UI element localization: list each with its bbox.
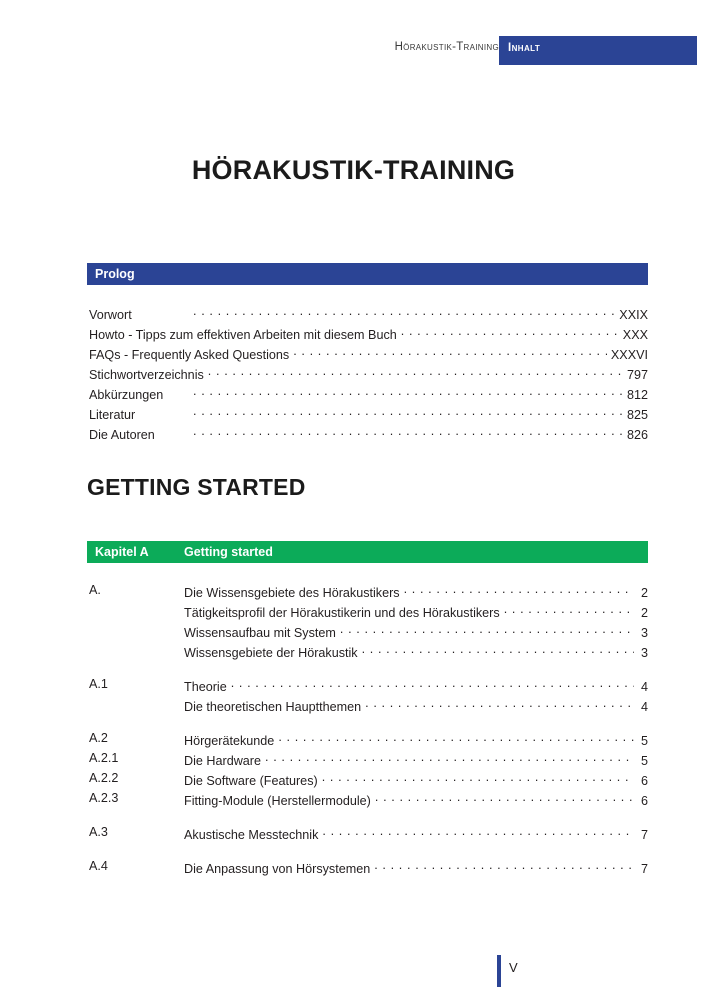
toc-dot-leader — [293, 345, 607, 359]
chapter-heading: GETTING STARTED — [87, 474, 306, 500]
toc-dot-leader — [404, 583, 634, 597]
toc-entry-label: Die Wissensgebiete des Hörakustikers — [184, 586, 400, 600]
toc-dot-leader — [193, 405, 623, 419]
toc-entry-label: Literatur — [89, 408, 136, 422]
toc-entry-label: Tätigkeitsprofil der Hörakustikerin und des Hörakustikers — [184, 606, 500, 620]
toc-dot-leader — [193, 425, 623, 439]
toc-entry-number: A.1 — [89, 677, 108, 691]
toc-group-spacer — [87, 715, 648, 729]
toc-entry-page-number: 6 — [640, 774, 648, 788]
toc-row[interactable] — [87, 303, 648, 323]
toc-row[interactable] — [87, 403, 648, 423]
toc-entry-label: Die Autoren — [89, 428, 155, 442]
toc-entry-page-number: 7 — [640, 862, 648, 876]
toc-dot-leader — [322, 771, 634, 785]
toc-entry-body — [89, 405, 648, 422]
toc-entry-page-number: XXXVI — [610, 348, 648, 362]
chapter-a-bar-chapter-label: Kapitel A — [95, 545, 149, 559]
toc-entry-body — [184, 731, 648, 748]
prolog-section-bar — [87, 263, 648, 285]
toc-dot-leader — [208, 365, 623, 379]
toc-entry-page-number: 5 — [640, 734, 648, 748]
chapter-a-toc-list — [87, 581, 648, 877]
prolog-toc-list — [87, 303, 648, 443]
toc-entry-number: A.2.2 — [89, 771, 119, 785]
toc-entry-body — [184, 771, 648, 788]
toc-dot-leader — [340, 623, 634, 637]
toc-entry-body — [184, 623, 648, 640]
toc-entry-page-number: 2 — [640, 606, 648, 620]
toc-entry-page-number: 4 — [640, 680, 648, 694]
chapter-a-bar-title: Getting started — [184, 545, 273, 559]
toc-row[interactable] — [87, 601, 648, 621]
toc-entry-label: Wissensgebiete der Hörakustik — [184, 646, 358, 660]
toc-entry-page-number: XXIX — [619, 308, 648, 322]
toc-entry-number: A.2.1 — [89, 751, 119, 765]
toc-dot-leader — [193, 305, 615, 319]
toc-entry-body — [184, 859, 648, 876]
toc-entry-number: A.2 — [89, 731, 108, 745]
toc-entry-page-number: 4 — [640, 700, 648, 714]
toc-row[interactable] — [87, 729, 648, 749]
running-header-section-label: Inhalt — [508, 42, 541, 54]
toc-entry-page-number: 6 — [640, 794, 648, 808]
toc-dot-leader — [322, 825, 634, 839]
toc-group-spacer — [87, 661, 648, 675]
toc-entry-page-number: XXX — [622, 328, 648, 342]
toc-entry-body — [89, 425, 648, 442]
toc-entry-body — [184, 643, 648, 660]
toc-entry-label: Fitting-Module (Herstellermodule) — [184, 794, 371, 808]
toc-entry-label: Vorwort — [89, 308, 132, 322]
toc-entry-page-number: 3 — [640, 646, 648, 660]
footer-rule — [497, 955, 501, 987]
toc-entry-label: Abkürzungen — [89, 388, 164, 402]
toc-entry-body — [184, 697, 648, 714]
toc-entry-page-number: 812 — [626, 388, 648, 402]
toc-row[interactable] — [87, 675, 648, 695]
toc-entry-number: A.4 — [89, 859, 108, 873]
chapter-a-section-bar — [87, 541, 648, 563]
toc-entry-number: A.2.3 — [89, 791, 119, 805]
toc-row[interactable] — [87, 423, 648, 443]
toc-row[interactable] — [87, 695, 648, 715]
toc-entry-label: Die theoretischen Hauptthemen — [184, 700, 362, 714]
toc-entry-page-number: 2 — [640, 586, 648, 600]
toc-row[interactable] — [87, 323, 648, 343]
toc-entry-body — [89, 365, 648, 382]
toc-entry-body — [184, 677, 648, 694]
toc-entry-page-number: 5 — [640, 754, 648, 768]
toc-entry-label: Howto - Tipps zum effektiven Arbeiten mit diesem Buch — [89, 328, 397, 342]
toc-row[interactable] — [87, 621, 648, 641]
toc-entry-page-number: 825 — [626, 408, 648, 422]
page-title: HÖRAKUSTIK-TRAINING — [191, 155, 516, 185]
toc-entry-page-number: 7 — [640, 828, 648, 842]
toc-entry-label: Hörgerätekunde — [184, 734, 275, 748]
toc-dot-leader — [265, 751, 634, 765]
toc-row[interactable] — [87, 581, 648, 601]
prolog-section-bar-label: Prolog — [95, 267, 135, 281]
toc-entry-label: Die Anpassung von Hörsystemen — [184, 862, 371, 876]
toc-dot-leader — [375, 791, 634, 805]
toc-row[interactable] — [87, 789, 648, 809]
toc-row[interactable] — [87, 749, 648, 769]
toc-entry-number: A. — [89, 583, 101, 597]
toc-entry-label: Theorie — [184, 680, 227, 694]
toc-group-spacer — [87, 809, 648, 823]
toc-dot-leader — [374, 859, 634, 873]
toc-entry-body — [89, 325, 648, 342]
toc-entry-page-number: 3 — [640, 626, 648, 640]
toc-entry-label: Wissensaufbau mit System — [184, 626, 336, 640]
toc-entry-label: Akustische Messtechnik — [184, 828, 319, 842]
toc-entry-label: Stichwortverzeichnis — [89, 368, 204, 382]
toc-entry-body — [89, 385, 648, 402]
toc-entry-body — [184, 603, 648, 620]
toc-dot-leader — [365, 697, 634, 711]
toc-row[interactable] — [87, 823, 648, 843]
toc-entry-body — [89, 305, 648, 322]
toc-dot-leader — [504, 603, 634, 617]
toc-row[interactable] — [87, 383, 648, 403]
toc-entry-label: FAQs - Frequently Asked Questions — [89, 348, 290, 362]
toc-entry-page-number: 826 — [626, 428, 648, 442]
toc-dot-leader — [193, 385, 623, 399]
toc-entry-number: A.3 — [89, 825, 108, 839]
toc-row[interactable] — [87, 641, 648, 661]
running-header-book-title: Hörakustik-Training — [394, 41, 499, 53]
toc-entry-body — [184, 791, 648, 808]
running-header — [0, 36, 707, 65]
footer-page-number: V — [509, 960, 518, 975]
toc-dot-leader — [278, 731, 634, 745]
toc-entry-body — [89, 345, 648, 362]
toc-entry-body — [184, 825, 648, 842]
toc-dot-leader — [231, 677, 634, 691]
toc-row[interactable] — [87, 857, 648, 877]
toc-entry-page-number: 797 — [626, 368, 648, 382]
toc-group-spacer — [87, 843, 648, 857]
toc-dot-leader — [401, 325, 619, 339]
running-header-section-bar — [499, 36, 697, 65]
toc-entry-label: Die Software (Features) — [184, 774, 318, 788]
toc-dot-leader — [362, 643, 634, 657]
toc-row[interactable] — [87, 363, 648, 383]
toc-row[interactable] — [87, 343, 648, 363]
toc-entry-label: Die Hardware — [184, 754, 261, 768]
toc-entry-body — [184, 583, 648, 600]
toc-row[interactable] — [87, 769, 648, 789]
toc-entry-body — [184, 751, 648, 768]
